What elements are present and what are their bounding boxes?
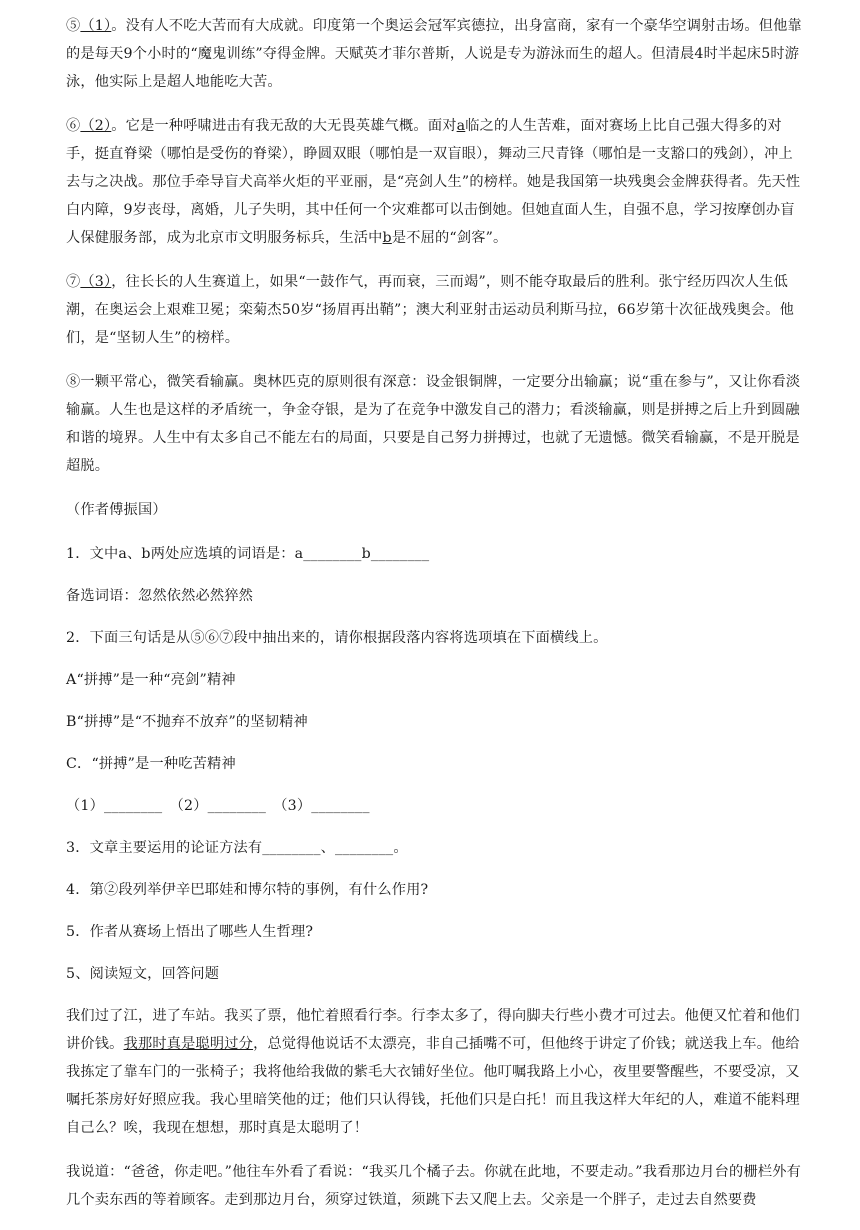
underlined-sentence: 我那时真是聪明过分	[123, 1036, 254, 1052]
paragraph-text: ，总觉得他说话不太漂亮，非自己插嘴不可，但他终于讲定了价钱；就送我上车。他给我拣定了靠车门的一张椅子；我将他给我做的紫毛大衣铺好坐位。他叮嘱我路上小心，夜里要警醒些，不要受凉，又嘱托茶房好好照应我。我心里暗笑他的迂；他们只认得钱，托他们只是白托！而且我这样大年纪的人，难道不能料理自己么？唉，我现在想想，那时真是太聪明了！	[66, 1036, 800, 1136]
paragraph-text: 是不屈的“剑客”。	[391, 230, 508, 246]
section-5-paragraph-2: 我说道：“爸爸，你走吧。”他往车外看了看说：“我买几个橘子去。你就在此地，不要走动。”我看那边月台的栅栏外有几个卖东西的等着顾客。走到那边月台，须穿过铁道，须跳下去又爬上去。父亲是一个胖子，走过去自然要费	[66, 1164, 801, 1208]
question-2-option-a: A“拼搏”是一种“亮剑”精神	[66, 672, 236, 688]
author-line: （作者傅振国）	[66, 502, 167, 518]
question-2-option-c: C．“拼搏”是一种吃苦精神	[66, 756, 236, 772]
document-page	[66, 12, 804, 1230]
question-4: 4．第②段列举伊辛巴耶娃和博尔特的事例，有什么作用?	[66, 882, 429, 898]
question-2: 2．下面三句话是从⑤⑥⑦段中抽出来的，请你根据段落内容将选项填在下面横线上。	[66, 630, 608, 646]
section-5-paragraph-1	[66, 1002, 804, 1142]
question-3: 3．文章主要运用的论证方法有________、________。	[66, 840, 408, 856]
answer-blank-2: （2）	[80, 118, 112, 134]
question-5: 5．作者从赛场上悟出了哪些人生哲理?	[66, 924, 314, 940]
paragraph-number: ⑤	[66, 18, 81, 34]
section-heading: 5、阅读短文，回答问题	[66, 966, 220, 982]
paragraph-number: ⑦	[66, 274, 81, 290]
answer-blank-1: （1）	[80, 18, 112, 34]
answer-blank-3: （3）	[80, 274, 112, 290]
blank-marker-a: a	[456, 118, 466, 134]
paragraph-text: 我们过了江，进了车站。我买了票，他忙着照看行李。行李太多了，得向脚夫行些小费才可过去。他便又忙着和他们讲价钱。	[66, 1008, 800, 1052]
paragraph-text: ，往长长的人生赛道上，如果“一鼓作气，再而衰，三而竭”，则不能夺取最后的胜利。张宁经历四次人生低潮，在奥运会上艰难卫冕；栾菊杰50岁“扬眉再出鞘”；澳大利亚射击运动员利斯马拉，66岁第十次征战残奥会。他们，是“坚韧人生”的榜样。	[66, 274, 795, 346]
paragraph-5	[66, 12, 804, 96]
question-2-option-b: B“拼搏”是“不抛弃不放弃”的坚韧精神	[66, 714, 308, 730]
paragraph-text: 临之的人生苦难，面对赛场上比自己强大得多的对手，挺直脊梁（哪怕是受伤的脊梁），睁圆双眼（哪怕是一双盲眼），舞动三尺青锋（哪怕是一支豁口的残剑），冲上去与之决战。那位手牵导盲犬高举火炬的平亚丽，是“亮剑人生”的榜样。她是我国第一块残奥会金牌获得者。先天性白内障，9岁丧母，离婚，儿子失明，其中任何一个灾难都可以击倒她。但她直面人生，自强不息，学习按摩创办盲人保健服务部，成为北京市文明服务标兵，生活中	[66, 118, 801, 246]
paragraph-number: ⑥	[66, 118, 81, 134]
paragraph-6	[66, 112, 804, 252]
paragraph-8: ⑧一颗平常心，微笑看输赢。奥林匹克的原则很有深意：设金银铜牌，一定要分出输赢；说“重在参与”，又让你看淡输赢。人生也是这样的矛盾统一，争金夺银，是为了在竞争中激发自己的潜力；看淡输赢，则是拼搏之后上升到圆融和谐的境界。人生中有太多自己不能左右的局面，只要是自己努力拼搏过，也就了无遗憾。微笑看输赢，不是开脱是超脱。	[66, 374, 801, 474]
paragraph-text: 。没有人不吃大苦而有大成就。印度第一个奥运会冠军宾德拉，出身富商，家有一个豪华空调射击场。但他靠的是每天9个小时的“魔鬼训练”夺得金牌。天赋英才菲尔普斯，人说是专为游泳而生的超人。但清晨4时半起床5时游泳，他实际上是超人地能吃大苦。	[66, 18, 802, 90]
question-2-blanks: （1）________ （2）________ （3）________	[66, 798, 370, 814]
paragraph-text: 。它是一种呼啸进击有我无敌的大无畏英雄气概。面对	[111, 118, 457, 134]
paragraph-7	[66, 268, 804, 352]
question-1-options: 备选词语：忽然依然必然猝然	[66, 588, 254, 604]
question-1: 1．文中a、b两处应选填的词语是：a________b________	[66, 546, 430, 562]
blank-marker-b: b	[382, 230, 392, 246]
